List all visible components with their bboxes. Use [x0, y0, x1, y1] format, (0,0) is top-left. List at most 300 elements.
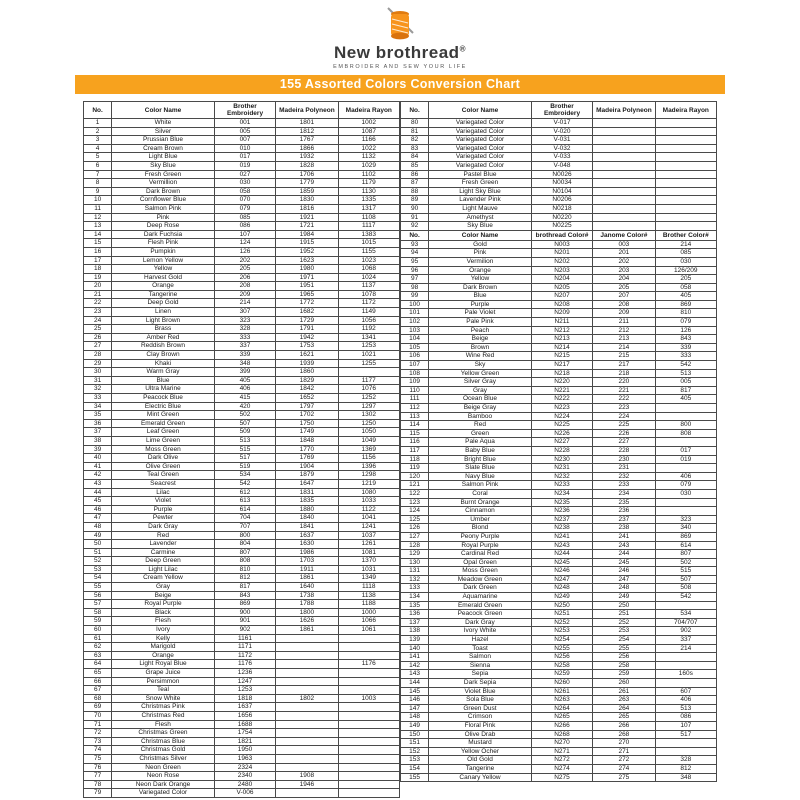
cell: Canary Yellow: [429, 773, 532, 782]
cell: 1049: [338, 436, 399, 445]
cell: 1754: [214, 729, 275, 738]
cell: 63: [84, 651, 112, 660]
cell: 019: [655, 455, 716, 464]
cell: 235: [593, 498, 655, 507]
cell: [655, 187, 716, 196]
column-header: brothread Color#: [531, 230, 592, 240]
table-row: [401, 747, 717, 756]
cell: N231: [531, 464, 592, 473]
cell: 260: [593, 679, 655, 688]
cell: 248: [593, 584, 655, 593]
cell: 1253: [214, 686, 275, 695]
table-row: [84, 273, 400, 282]
cell: 202: [214, 256, 275, 265]
thread-spool-icon: [383, 6, 417, 42]
cell: 74: [84, 746, 112, 755]
cell: 220: [593, 378, 655, 387]
cell: 18: [84, 265, 112, 274]
cell: 902: [214, 626, 275, 635]
cell: 085: [655, 249, 716, 258]
cell: 50: [84, 540, 112, 549]
cell: Pink: [112, 213, 215, 222]
cell: Yellow Green: [429, 369, 532, 378]
table-row: [84, 557, 400, 566]
table-row: [84, 230, 400, 239]
cell: Red: [429, 421, 532, 430]
brand-header: [0, 0, 800, 70]
cell: 513: [655, 369, 716, 378]
cell: Peach: [429, 326, 532, 335]
cell: 348: [214, 359, 275, 368]
cell: Emerald Green: [429, 601, 532, 610]
cell: Carmine: [112, 548, 215, 557]
cell: Kelly: [112, 634, 215, 643]
cell: N222: [531, 395, 592, 404]
cell: [338, 763, 399, 772]
cell: N213: [531, 335, 592, 344]
cell: 1626: [276, 617, 338, 626]
cell: 153: [401, 756, 429, 765]
cell: 1056: [338, 316, 399, 325]
cell: 328: [214, 325, 275, 334]
cell: 114: [401, 421, 429, 430]
table-row: [84, 256, 400, 265]
cell: 1770: [276, 445, 338, 454]
cell: 221: [593, 386, 655, 395]
cell: 252: [593, 618, 655, 627]
cell: 1753: [276, 342, 338, 351]
table-row: [401, 670, 717, 679]
cell: 1831: [276, 488, 338, 497]
cell: N251: [531, 610, 592, 619]
cell: 869: [214, 600, 275, 609]
cell: N217: [531, 361, 592, 370]
cell: 340: [655, 524, 716, 533]
cell: Variegated Color: [429, 161, 532, 170]
table-row: [401, 773, 717, 782]
cell: 1261: [338, 540, 399, 549]
cell: 1802: [276, 694, 338, 703]
cell: 21: [84, 290, 112, 299]
cell: 1066: [338, 617, 399, 626]
cell: Deep Gold: [112, 299, 215, 308]
cell: 337: [655, 636, 716, 645]
cell: 869: [655, 532, 716, 541]
cell: Light Blue: [112, 153, 215, 162]
cell: 2324: [214, 763, 275, 772]
cell: 1801: [276, 119, 338, 128]
cell: 808: [214, 557, 275, 566]
cell: 1688: [214, 720, 275, 729]
cell: Dark Green: [429, 584, 532, 593]
cell: Cream Brown: [112, 144, 215, 153]
cell: Vermillion: [112, 179, 215, 188]
cell: 61: [84, 634, 112, 643]
cell: 1002: [338, 119, 399, 128]
cell: N248: [531, 584, 592, 593]
cell: 85: [401, 161, 429, 170]
table-row: [84, 144, 400, 153]
cell: 124: [214, 239, 275, 248]
cell: Variegated Color: [429, 144, 532, 153]
cell: [338, 789, 399, 798]
cell: 1946: [276, 780, 338, 789]
table-row: [401, 696, 717, 705]
table-row: [84, 153, 400, 162]
cell: [276, 746, 338, 755]
cell: Lavender Pink: [429, 196, 532, 205]
cell: 406: [214, 385, 275, 394]
cell: 1921: [276, 213, 338, 222]
cell: 007: [214, 136, 275, 145]
cell: Pale Violet: [429, 309, 532, 318]
cell: Yellow: [429, 275, 532, 284]
cell: 1652: [276, 394, 338, 403]
cell: 010: [214, 144, 275, 153]
cell: 1122: [338, 505, 399, 514]
cell: N232: [531, 472, 592, 481]
cell: Cream Yellow: [112, 574, 215, 583]
cell: 145: [401, 687, 429, 696]
cell: 37: [84, 428, 112, 437]
table-row: [401, 283, 717, 292]
cell: N0034: [531, 179, 592, 188]
cell: 1081: [338, 548, 399, 557]
cell: 202: [593, 257, 655, 266]
cell: 24: [84, 316, 112, 325]
cell: 420: [214, 402, 275, 411]
table-row: [401, 498, 717, 507]
cell: 254: [593, 636, 655, 645]
table-row: [84, 497, 400, 506]
cell: Christmas Blue: [112, 737, 215, 746]
table-row: [84, 772, 400, 781]
cell: 36: [84, 419, 112, 428]
cell: 231: [593, 464, 655, 473]
table-row: [401, 610, 717, 619]
table-row: [401, 730, 717, 739]
cell: 902: [655, 627, 716, 636]
cell: N212: [531, 326, 592, 335]
table-row: [84, 179, 400, 188]
cell: Cornflower Blue: [112, 196, 215, 205]
cell: 102: [401, 318, 429, 327]
cell: N201: [531, 249, 592, 258]
cell: 129: [401, 550, 429, 559]
cell: N249: [531, 593, 592, 602]
table-row: [84, 479, 400, 488]
cell: 246: [593, 567, 655, 576]
cell: N263: [531, 696, 592, 705]
cell: 1252: [338, 394, 399, 403]
cell: Deep Rose: [112, 222, 215, 231]
table-row: [84, 170, 400, 179]
cell: Green: [429, 429, 532, 438]
cell: 132: [401, 575, 429, 584]
cell: Dark Brown: [112, 187, 215, 196]
table-row: [84, 737, 400, 746]
cell: Emerald Green: [112, 419, 215, 428]
cell: 111: [401, 395, 429, 404]
cell: 001: [214, 119, 275, 128]
cell: 77: [84, 772, 112, 781]
table-row: [84, 402, 400, 411]
cell: 103: [401, 326, 429, 335]
table-row: [84, 514, 400, 523]
cell: 225: [593, 421, 655, 430]
cell: [655, 601, 716, 610]
column-header: No.: [401, 230, 429, 240]
cell: 1800: [276, 608, 338, 617]
cell: 1980: [276, 265, 338, 274]
cell: Seacrest: [112, 479, 215, 488]
cell: 126: [401, 524, 429, 533]
cell: 60: [84, 626, 112, 635]
cell: 1068: [338, 265, 399, 274]
cell: Brass: [112, 325, 215, 334]
cell: [593, 119, 655, 128]
cell: Yellow Ocher: [429, 747, 532, 756]
cell: 1749: [276, 428, 338, 437]
cell: 405: [655, 395, 716, 404]
table-row: [84, 694, 400, 703]
cell: [655, 161, 716, 170]
cell: 1241: [338, 522, 399, 531]
cell: 1950: [214, 746, 275, 755]
cell: 131: [401, 567, 429, 576]
cell: 4: [84, 144, 112, 153]
cell: 62: [84, 643, 112, 652]
cell: Peony Purple: [429, 532, 532, 541]
cell: N235: [531, 498, 592, 507]
column-header: No.: [84, 102, 112, 119]
table-row: [84, 720, 400, 729]
cell: 149: [401, 721, 429, 730]
cell: Aquamarine: [429, 593, 532, 602]
cell: [276, 686, 338, 695]
cell: 058: [214, 187, 275, 196]
table-row: [84, 729, 400, 738]
cell: 1080: [338, 488, 399, 497]
cell: 9: [84, 187, 112, 196]
cell: 405: [214, 376, 275, 385]
table-row: [401, 386, 717, 395]
cell: Reddish Brown: [112, 342, 215, 351]
table-row: [84, 394, 400, 403]
cell: Beige: [112, 591, 215, 600]
table-row: [84, 445, 400, 454]
table-row: [401, 627, 717, 636]
cell: 807: [214, 548, 275, 557]
cell: [338, 368, 399, 377]
cell: Floral Pink: [429, 721, 532, 730]
cell: Purple: [112, 505, 215, 514]
cell: 800: [655, 421, 716, 430]
cell: 337: [214, 342, 275, 351]
cell: 1033: [338, 497, 399, 506]
cell: Khaki: [112, 359, 215, 368]
cell: 1015: [338, 239, 399, 248]
cell: N237: [531, 515, 592, 524]
cell: 33: [84, 394, 112, 403]
cell: Dark Fuchsia: [112, 230, 215, 239]
cell: Lime Green: [112, 436, 215, 445]
cell: 30: [84, 368, 112, 377]
cell: 1236: [214, 669, 275, 678]
cell: 1951: [276, 282, 338, 291]
cell: 7: [84, 170, 112, 179]
cell: 250: [593, 601, 655, 610]
cell: 1250: [338, 419, 399, 428]
cell: 1302: [338, 411, 399, 420]
table-row: [84, 651, 400, 660]
cell: Violet Blue: [429, 687, 532, 696]
table-row: [84, 316, 400, 325]
table-row: [401, 161, 717, 170]
cell: 12: [84, 213, 112, 222]
cell: 1828: [276, 161, 338, 170]
table-row: [401, 300, 717, 309]
cell: 1396: [338, 462, 399, 471]
cell: 98: [401, 283, 429, 292]
cell: 253: [593, 627, 655, 636]
cell: 59: [84, 617, 112, 626]
table-row: [84, 213, 400, 222]
table-row: [84, 471, 400, 480]
cell: N264: [531, 704, 592, 713]
right-column: [400, 101, 717, 782]
table-row: [401, 421, 717, 430]
table-row: [401, 395, 717, 404]
cell: Dark Gray: [112, 522, 215, 531]
cell: [338, 720, 399, 729]
cell: Variegated Color: [429, 153, 532, 162]
cell: 1630: [276, 540, 338, 549]
cell: Flesh: [112, 617, 215, 626]
cell: 1860: [276, 368, 338, 377]
cell: N225: [531, 421, 592, 430]
cell: 82: [401, 136, 429, 145]
cell: 1192: [338, 325, 399, 334]
cell: 51: [84, 548, 112, 557]
table-row: [401, 404, 717, 413]
table-row: [84, 617, 400, 626]
cell: Neon Dark Orange: [112, 780, 215, 789]
cell: Ivory White: [429, 627, 532, 636]
cell: 261: [593, 687, 655, 696]
table-row: [401, 464, 717, 473]
table-row: [401, 455, 717, 464]
cell: Bright Blue: [429, 455, 532, 464]
cell: 151: [401, 739, 429, 748]
cell: 1963: [214, 754, 275, 763]
cell: Bamboo: [429, 412, 532, 421]
cell: 1003: [338, 694, 399, 703]
cell: 95: [401, 257, 429, 266]
cell: [338, 780, 399, 789]
cell: 271: [593, 747, 655, 756]
cell: Red: [112, 531, 215, 540]
cell: N252: [531, 618, 592, 627]
cell: 8: [84, 179, 112, 188]
table-row: [401, 204, 717, 213]
cell: N207: [531, 292, 592, 301]
cell: 40: [84, 454, 112, 463]
cell: 1078: [338, 290, 399, 299]
cell: N214: [531, 343, 592, 352]
cell: [276, 651, 338, 660]
cell: [276, 789, 338, 798]
cell: V-033: [531, 153, 592, 162]
cell: 135: [401, 601, 429, 610]
cell: 245: [593, 558, 655, 567]
cell: N272: [531, 756, 592, 765]
table-row: [84, 187, 400, 196]
cell: V-017: [531, 119, 592, 128]
cell: N270: [531, 739, 592, 748]
table-row: [401, 644, 717, 653]
cell: 45: [84, 497, 112, 506]
right-top-conversion-table: [400, 101, 717, 231]
table-row: [84, 299, 400, 308]
cell: N202: [531, 257, 592, 266]
cell: 237: [593, 515, 655, 524]
cell: 234: [593, 489, 655, 498]
cell: 140: [401, 644, 429, 653]
cell: [276, 754, 338, 763]
cell: 204: [593, 275, 655, 284]
table-row: [401, 196, 717, 205]
cell: [655, 144, 716, 153]
table-row: [84, 222, 400, 231]
column-header: Color Name: [429, 230, 532, 240]
cell: 1172: [214, 651, 275, 660]
table-row: [401, 326, 717, 335]
table-row: [401, 119, 717, 128]
table-row: [401, 764, 717, 773]
cell: 1952: [276, 247, 338, 256]
cell: Peacock Blue: [112, 394, 215, 403]
cell: N261: [531, 687, 592, 696]
cell: 070: [214, 196, 275, 205]
cell: Blue: [112, 376, 215, 385]
cell: 1087: [338, 127, 399, 136]
cell: Sepia: [429, 670, 532, 679]
table-row: [401, 292, 717, 301]
table-row: [401, 558, 717, 567]
cell: Beige: [429, 335, 532, 344]
cell: 81: [401, 127, 429, 136]
cell: 211: [593, 318, 655, 327]
cell: 513: [655, 704, 716, 713]
table-row: [84, 488, 400, 497]
cell: 55: [84, 583, 112, 592]
cell: 150: [401, 730, 429, 739]
table-row: [401, 240, 717, 249]
cell: 209: [214, 290, 275, 299]
cell: Gold: [429, 240, 532, 249]
cell: 704/707: [655, 618, 716, 627]
cell: 079: [655, 481, 716, 490]
cell: 542: [655, 361, 716, 370]
cell: 116: [401, 438, 429, 447]
cell: N268: [531, 730, 592, 739]
cell: 67: [84, 686, 112, 695]
cell: 1637: [214, 703, 275, 712]
cell: 1842: [276, 385, 338, 394]
table-row: [84, 428, 400, 437]
cell: Christmas Silver: [112, 754, 215, 763]
